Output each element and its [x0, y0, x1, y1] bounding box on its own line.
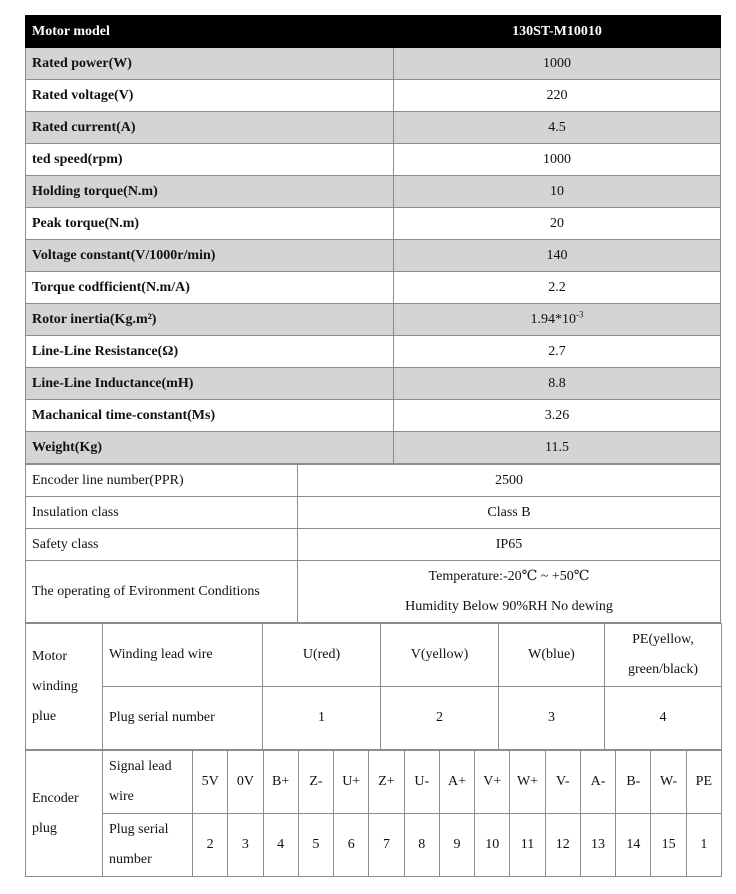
winding-lead-label: Winding lead wire — [103, 624, 263, 687]
spec-key: Holding torque(N.m) — [26, 176, 394, 208]
encoder-serial-number: 7 — [369, 814, 404, 877]
spec-key: Rotor inertia(Kg.m²) — [26, 304, 394, 336]
spec-key: Machanical time-constant(Ms) — [26, 400, 394, 432]
encoder-serial-number: 8 — [404, 814, 439, 877]
winding-serial-label: Plug serial number — [103, 687, 263, 750]
env-row — [26, 497, 721, 529]
spec-key: ted speed(rpm) — [26, 144, 394, 176]
spec-row — [26, 272, 721, 304]
spec-value: 220 — [394, 80, 721, 112]
encoder-row-numbers — [26, 814, 722, 877]
spec-header-value: 130ST-M10010 — [394, 16, 721, 48]
encoder-signal: 5V — [193, 751, 228, 814]
env-row — [26, 465, 721, 497]
spec-row — [26, 144, 721, 176]
encoder-signal: U- — [404, 751, 439, 814]
spec-key: Rated voltage(V) — [26, 80, 394, 112]
spec-value: 11.5 — [394, 432, 721, 464]
encoder-signal: Z- — [298, 751, 333, 814]
spec-key: Rated power(W) — [26, 48, 394, 80]
env-temperature: Temperature:-20℃ ~ +50℃ — [428, 568, 590, 584]
spec-row — [26, 336, 721, 368]
spec-key: Weight(Kg) — [26, 432, 394, 464]
env-value: Class B — [298, 497, 721, 529]
encoder-serial-number: 12 — [545, 814, 580, 877]
env-conditions-key: The operating of Evironment Conditions — [26, 561, 298, 623]
env-value: 2500 — [298, 465, 721, 497]
encoder-table — [25, 750, 722, 877]
spec-value: 10 — [394, 176, 721, 208]
encoder-serial-number: 15 — [651, 814, 686, 877]
encoder-serial-number: 9 — [439, 814, 474, 877]
env-table — [25, 464, 721, 623]
encoder-signal: B- — [616, 751, 651, 814]
winding-title: Motor winding plue — [26, 624, 103, 750]
env-conditions-value — [298, 561, 721, 623]
encoder-serial-number: 2 — [193, 814, 228, 877]
spec-value: 1000 — [394, 48, 721, 80]
encoder-signal: Z+ — [369, 751, 404, 814]
spec-row — [26, 304, 721, 336]
winding-lead: U(red) — [263, 624, 381, 687]
encoder-row-signals — [26, 751, 722, 814]
winding-serial-number: 1 — [263, 687, 381, 750]
winding-lead: PE(yellow, green/black) — [605, 624, 722, 687]
encoder-signal: A+ — [439, 751, 474, 814]
spec-row — [26, 48, 721, 80]
spec-value: 1000 — [394, 144, 721, 176]
encoder-signal: V- — [545, 751, 580, 814]
env-key: Encoder line number(PPR) — [26, 465, 298, 497]
encoder-signal-label: Signal lead wire — [103, 751, 193, 814]
encoder-signal: W- — [651, 751, 686, 814]
spec-header-key: Motor model — [26, 16, 394, 48]
env-value: IP65 — [298, 529, 721, 561]
winding-serial-number: 2 — [381, 687, 499, 750]
env-key: Safety class — [26, 529, 298, 561]
spec-row — [26, 400, 721, 432]
spec-header-row — [26, 16, 721, 48]
env-row — [26, 529, 721, 561]
spec-table — [25, 15, 721, 464]
encoder-signal: A- — [580, 751, 615, 814]
encoder-signal: B+ — [263, 751, 298, 814]
spec-row — [26, 432, 721, 464]
spec-value: 2.7 — [394, 336, 721, 368]
spec-value — [394, 304, 721, 336]
encoder-signal: U+ — [334, 751, 369, 814]
winding-table — [25, 623, 722, 750]
encoder-serial-number: 11 — [510, 814, 545, 877]
spec-value: 4.5 — [394, 112, 721, 144]
env-humidity: Humidity Below 90%RH No dewing — [405, 598, 613, 614]
encoder-serial-number: 14 — [616, 814, 651, 877]
spec-value-base: 1.94*10 — [530, 311, 576, 327]
encoder-serial-number: 4 — [263, 814, 298, 877]
encoder-signal: PE — [686, 751, 721, 814]
spec-row — [26, 80, 721, 112]
winding-lead: W(blue) — [499, 624, 605, 687]
env-conditions-row — [26, 561, 721, 623]
spec-key: Line-Line Inductance(mH) — [26, 368, 394, 400]
spec-value: 140 — [394, 240, 721, 272]
spec-row — [26, 208, 721, 240]
spec-row — [26, 176, 721, 208]
motor-spec-sheet — [25, 15, 721, 877]
spec-value: 8.8 — [394, 368, 721, 400]
encoder-signal: 0V — [228, 751, 263, 814]
encoder-serial-number: 6 — [334, 814, 369, 877]
spec-row — [26, 112, 721, 144]
winding-lead: V(yellow) — [381, 624, 499, 687]
spec-key: Line-Line Resistance(Ω) — [26, 336, 394, 368]
winding-serial-number: 3 — [499, 687, 605, 750]
encoder-serial-label: Plug serial number — [103, 814, 193, 877]
winding-row-leads — [26, 624, 722, 687]
spec-value: 3.26 — [394, 400, 721, 432]
encoder-serial-number: 1 — [686, 814, 721, 877]
spec-value: 20 — [394, 208, 721, 240]
encoder-signal: W+ — [510, 751, 545, 814]
winding-row-numbers — [26, 687, 722, 750]
encoder-title: Encoder plug — [26, 751, 103, 877]
winding-serial-number: 4 — [605, 687, 722, 750]
encoder-signal: V+ — [475, 751, 510, 814]
encoder-serial-number: 3 — [228, 814, 263, 877]
encoder-serial-number: 13 — [580, 814, 615, 877]
spec-key: Torque codfficient(N.m/A) — [26, 272, 394, 304]
spec-row — [26, 240, 721, 272]
env-key: Insulation class — [26, 497, 298, 529]
encoder-serial-number: 5 — [298, 814, 333, 877]
spec-value-exponent: -3 — [576, 308, 584, 319]
encoder-serial-number: 10 — [475, 814, 510, 877]
spec-key: Voltage constant(V/1000r/min) — [26, 240, 394, 272]
spec-value: 2.2 — [394, 272, 721, 304]
spec-row — [26, 368, 721, 400]
spec-key: Peak torque(N.m) — [26, 208, 394, 240]
spec-key: Rated current(A) — [26, 112, 394, 144]
